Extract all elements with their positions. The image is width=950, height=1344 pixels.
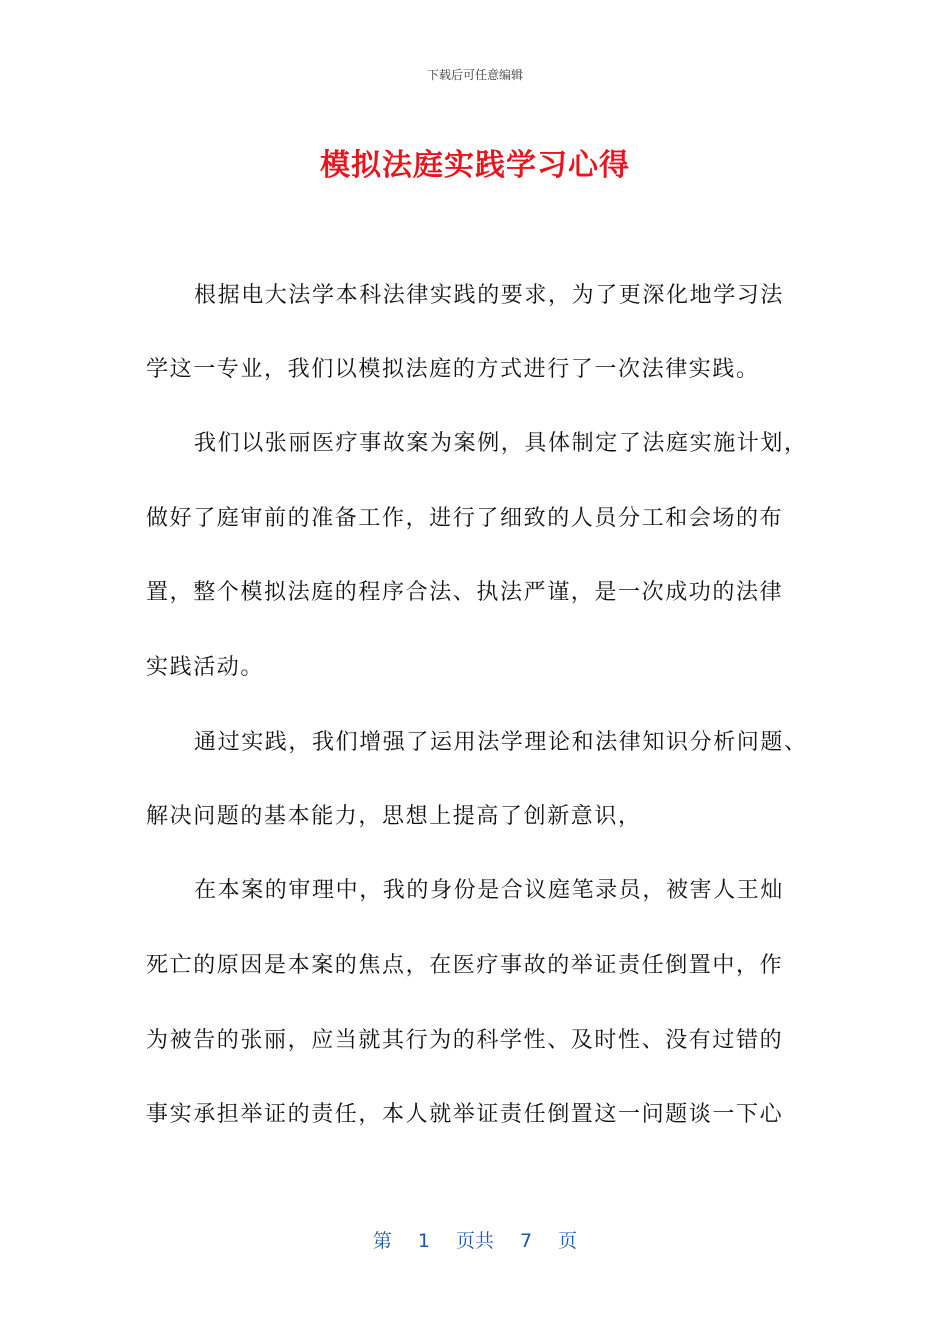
paragraph-3-line-1: 通过实践，我们增强了运用法学理论和法律知识分析问题、: [194, 730, 808, 755]
page-footer: [0, 1226, 950, 1253]
paragraph-1-line-1: 根据电大法学本科法律实践的要求，为了更深化地学习法: [194, 283, 785, 308]
header-note: 下载后可任意编辑: [426, 68, 523, 82]
paragraph-2-line-4: 实践活动。: [146, 655, 265, 680]
footer-current-page: 1: [417, 1230, 430, 1252]
paragraph-4-line-1: 在本案的审理中，我的身份是合议庭笔录员，被害人王灿: [194, 878, 785, 903]
footer-suffix: 页: [558, 1230, 578, 1252]
paragraph-1-line-2: 学这一专业，我们以模拟法庭的方式进行了一次法律实践。: [146, 357, 760, 382]
footer-mid: 页共: [455, 1230, 494, 1252]
paragraph-4-line-2: 死亡的原因是本案的焦点，在医疗事故的举证责任倒置中，作: [146, 953, 784, 978]
paragraph-3-line-2: 解决问题的基本能力，思想上提高了创新意识，: [146, 804, 642, 829]
footer-prefix: 第: [372, 1230, 392, 1252]
document-title: 模拟法庭实践学习心得: [320, 148, 630, 183]
paragraph-2-line-1: 我们以张丽医疗事故案为案例，具体制定了法庭实施计划，: [194, 431, 808, 456]
footer-total-pages: 7: [520, 1230, 533, 1252]
paragraph-2-line-3: 置，整个模拟法庭的程序合法、执法严谨，是一次成功的法律: [146, 580, 784, 605]
paragraph-2-line-2: 做好了庭审前的准备工作，进行了细致的人员分工和会场的布: [146, 506, 784, 531]
paragraph-4-line-4: 事实承担举证的责任，本人就举证责任倒置这一问题谈一下心: [146, 1102, 784, 1127]
paragraph-4-line-3: 为被告的张丽，应当就其行为的科学性、及时性、没有过错的: [146, 1028, 784, 1053]
